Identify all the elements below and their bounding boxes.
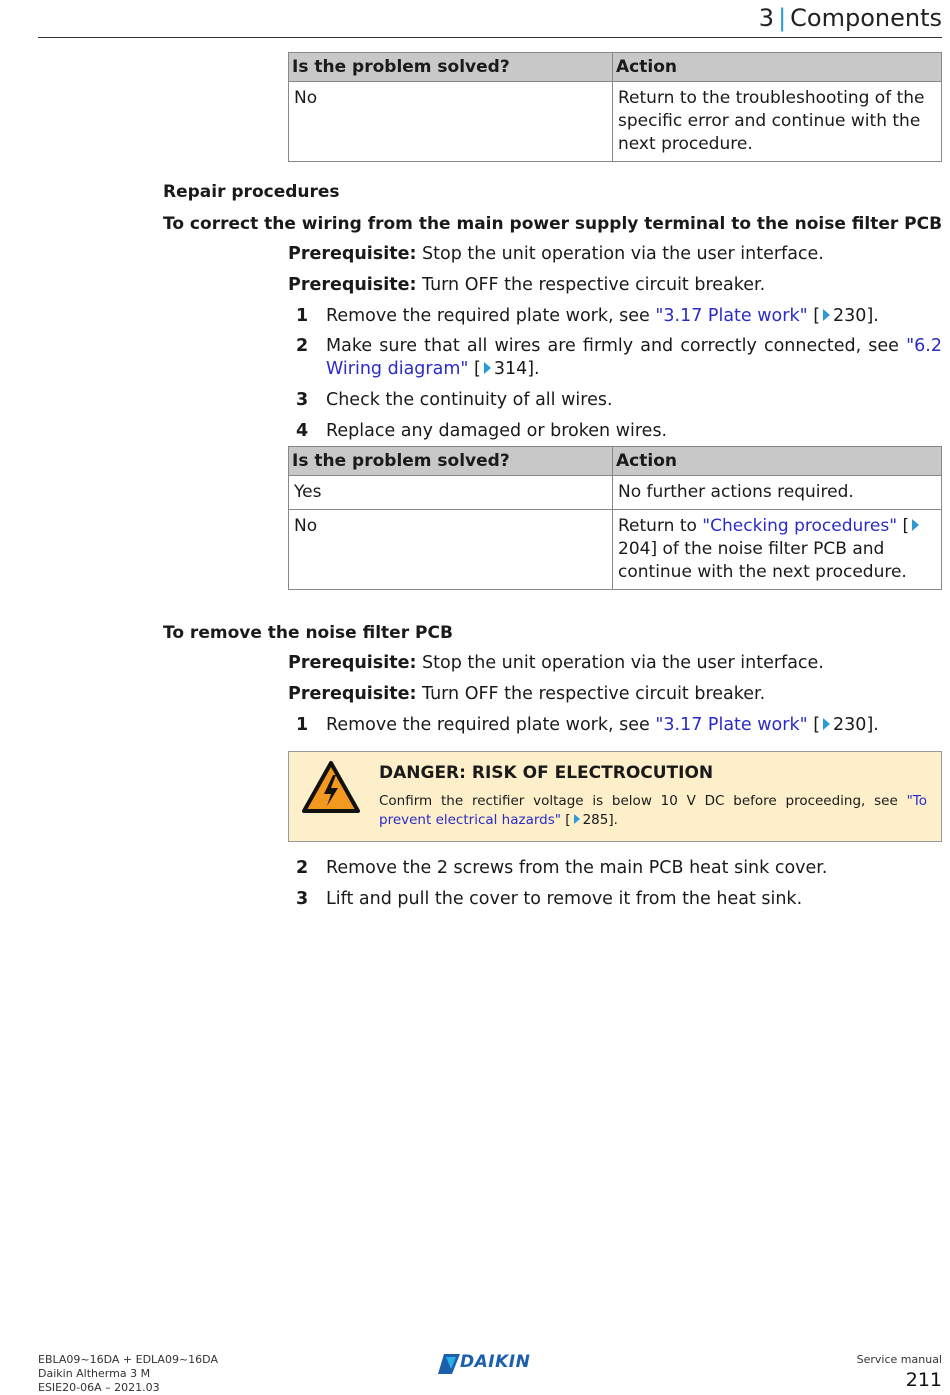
- step-4: [288, 420, 942, 443]
- step-text: Make sure that all wires are firmly and correctly connected, see: [326, 336, 907, 356]
- table-header-action: Action: [613, 53, 942, 82]
- step-text-end: ].: [866, 306, 879, 326]
- step-text-end: ].: [527, 359, 540, 379]
- prerequisite-label: Prerequisite:: [288, 684, 417, 704]
- prerequisite-1: [288, 244, 824, 264]
- step-text: Remove the 2 screws from the main PCB heat sink cover.: [326, 858, 828, 878]
- step-text: Remove the required plate work, see: [326, 715, 656, 735]
- section-title-correct-wiring: To correct the wiring from the main power supply terminal to the noise filter PCB: [163, 214, 943, 234]
- table-header-action: Action: [613, 447, 942, 476]
- prerequisite-label: Prerequisite:: [288, 653, 417, 673]
- daikin-logo-mark-icon: [438, 1353, 462, 1375]
- danger-text: Confirm the rectifier voltage is below 10 V DC before proceeding, see "To prevent electrical hazards" [ 285].: [379, 793, 927, 828]
- header-rule: [38, 37, 942, 38]
- prerequisite-text: Stop the unit operation via the user interface.: [422, 244, 824, 264]
- step-1: 1 Remove the required plate work, see "3.17 Plate work" [ 230].: [296, 306, 879, 326]
- table-row: [289, 82, 942, 162]
- prerequisite-text: Turn OFF the respective circuit breaker.: [422, 275, 766, 295]
- danger-box: [288, 751, 942, 842]
- danger-title: DANGER: RISK OF ELECTROCUTION: [379, 763, 714, 783]
- plate-work-link[interactable]: "3.17 Plate work": [655, 306, 808, 326]
- table-cell-action: Return to "Checking procedures" [204] of the noise filter PCB and continue with the next procedure.: [613, 510, 942, 590]
- step-number: 1: [296, 715, 309, 735]
- step-3: [288, 888, 942, 911]
- step-text: Replace any damaged or broken wires.: [326, 421, 668, 441]
- problem-table-1: [288, 52, 942, 162]
- electrical-hazards-link[interactable]: "To prevent electrical hazards": [379, 793, 927, 828]
- repair-procedures-heading: Repair procedures: [163, 182, 340, 202]
- prerequisite-1: [288, 653, 824, 673]
- table-cell-answer: No: [289, 82, 613, 162]
- step-number: 2: [296, 336, 309, 356]
- prerequisite-label: Prerequisite:: [288, 244, 417, 264]
- logo-text: DAIKIN: [460, 1352, 531, 1372]
- step-1: 1 Remove the required plate work, see "3.17 Plate work" [ 230].: [296, 715, 879, 735]
- action-text: Return to: [618, 516, 703, 536]
- header-separator: |: [778, 4, 787, 32]
- table-header-question: Is the problem solved?: [289, 53, 613, 82]
- table-header-question: Is the problem solved?: [289, 447, 613, 476]
- footer-doc-type: Service manual: [856, 1353, 942, 1366]
- step-number: 3: [296, 390, 309, 410]
- chapter-number: 3: [758, 4, 775, 32]
- step-number: 4: [296, 421, 309, 441]
- problem-table-2: [288, 446, 942, 590]
- page-ref: 285: [582, 812, 609, 828]
- page-ref: 230: [833, 715, 867, 735]
- action-text-end: ] of the noise filter PCB and continue with the next procedure.: [618, 539, 907, 582]
- prerequisite-2: [288, 275, 765, 295]
- step-number: 1: [296, 306, 309, 326]
- checking-procedures-link[interactable]: "Checking procedures": [702, 516, 898, 536]
- page-ref-arrow-icon: [574, 814, 580, 824]
- table-cell-answer: No: [289, 510, 613, 590]
- page-ref-arrow-icon: [823, 309, 830, 321]
- footer-doc-id: ESIE20-06A – 2021.03: [38, 1381, 160, 1394]
- plate-work-link[interactable]: "3.17 Plate work": [655, 715, 808, 735]
- step-text: Lift and pull the cover to remove it from the heat sink.: [326, 889, 803, 909]
- step-text-end: ].: [866, 715, 879, 735]
- section-title-remove-pcb: To remove the noise filter PCB: [163, 623, 453, 643]
- step-text: Check the continuity of all wires.: [326, 390, 613, 410]
- danger-text-body: Confirm the rectifier voltage is below 10 V DC before proceeding, see: [379, 793, 907, 809]
- prerequisite-text: Turn OFF the respective circuit breaker.: [422, 684, 766, 704]
- table-cell-action: No further actions required.: [613, 476, 942, 510]
- footer-product: Daikin Altherma 3 M: [38, 1367, 151, 1380]
- page-ref-arrow-icon: [823, 718, 830, 730]
- chapter-header: [759, 4, 942, 32]
- page-number: 211: [905, 1369, 942, 1391]
- chapter-title: Components: [790, 4, 942, 32]
- page-ref: 204: [618, 539, 651, 559]
- danger-text-end: ].: [608, 812, 618, 828]
- table-cell-answer: Yes: [289, 476, 613, 510]
- step-2: 2 Make sure that all wires are firmly and correctly connected, see "6.2 Wiring diagram" [ 314].: [296, 336, 942, 379]
- step-number: 3: [296, 889, 309, 909]
- daikin-logo: [438, 1353, 542, 1375]
- table-row: [289, 476, 942, 510]
- page-ref: 230: [833, 306, 867, 326]
- high-voltage-warning-icon: [301, 760, 361, 814]
- page-ref-arrow-icon: [912, 519, 919, 531]
- step-2: [288, 857, 942, 880]
- page-ref-arrow-icon: [484, 362, 491, 374]
- wiring-diagram-link[interactable]: "6.2 Wiring diagram": [326, 336, 942, 379]
- footer-left: [38, 1353, 218, 1395]
- step-number: 2: [296, 858, 309, 878]
- table-cell-action: Return to the troubleshooting of the specific error and continue with the next procedure.: [613, 82, 942, 162]
- page-ref: 314: [493, 359, 528, 379]
- prerequisite-2: [288, 684, 765, 704]
- table-row: [289, 510, 942, 590]
- footer-model: EBLA09~16DA + EDLA09~16DA: [38, 1353, 218, 1366]
- prerequisite-label: Prerequisite:: [288, 275, 417, 295]
- step-text: Remove the required plate work, see: [326, 306, 656, 326]
- prerequisite-text: Stop the unit operation via the user interface.: [422, 653, 824, 673]
- step-3: [288, 389, 942, 412]
